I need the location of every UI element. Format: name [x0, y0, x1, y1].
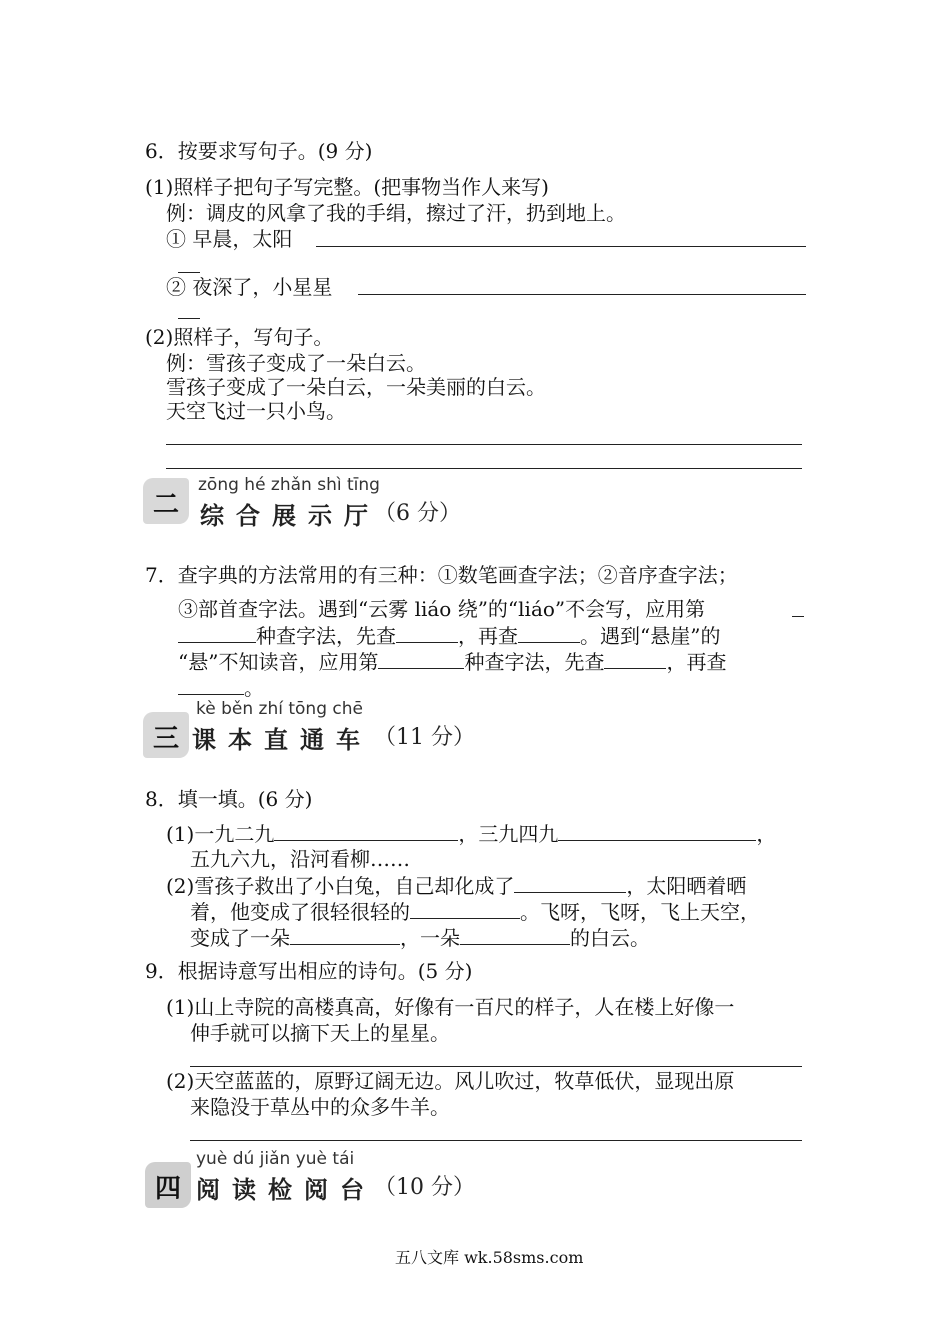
- section2-pinyin: zōng hé zhǎn shì tīng: [198, 475, 380, 495]
- q6-part1-heading: (1)照样子把句子写完整。(把事物当作人来写): [145, 175, 549, 199]
- q7-line4: “悬”不知读音，应用第 种查字法，先查 ，再查: [178, 650, 727, 674]
- q8-line2: 五九六九，沿河看柳……: [190, 847, 410, 871]
- section4-number: 四: [154, 1174, 181, 1204]
- answer-blank-q7-4[interactable]: [378, 648, 464, 669]
- q6-item1: ① 早晨，太阳: [166, 227, 293, 251]
- answer-line-q6-2-tail[interactable]: [178, 318, 200, 319]
- section2-number-badge: [143, 478, 189, 524]
- section3-score: （11 分）: [374, 725, 475, 750]
- answer-blank-q8-4[interactable]: [410, 898, 520, 919]
- answer-line-q6-2[interactable]: [358, 294, 806, 295]
- section3-number: 三: [152, 724, 179, 754]
- section3-number-badge: [143, 712, 189, 758]
- answer-blank-q7-1[interactable]: [178, 622, 256, 643]
- footer-watermark: 五八文库 wk.58sms.com: [395, 1248, 584, 1267]
- answer-line-q6-1[interactable]: [316, 246, 806, 247]
- q7-line1: 7．查字典的方法常用的有三种：①数笔画查字法；②音序查字法；: [145, 563, 738, 587]
- q7-line5: 。: [178, 674, 264, 701]
- q6-part2-example2: 雪孩子变成了一朵白云，一朵美丽的白云。: [166, 375, 546, 399]
- q8-title: 8．填一填。(6 分): [145, 787, 313, 811]
- q7-line3: 种查字法，先查 ，再查 。遇到“悬崖”的: [178, 622, 720, 649]
- answer-blank-q7-2[interactable]: [396, 622, 458, 643]
- q9-title: 9．根据诗意写出相应的诗句。(5 分): [145, 959, 473, 983]
- q6-part2-prompt: 天空飞过一只小鸟。: [166, 399, 346, 423]
- q8-line1: (1)一九二九 ，三九四九 ，: [166, 822, 777, 846]
- section2-score: （6 分）: [374, 501, 461, 526]
- answer-blank-q7-6[interactable]: [178, 674, 244, 695]
- answer-blank-q8-2[interactable]: [558, 820, 756, 841]
- answer-line-q6-3[interactable]: [166, 444, 802, 445]
- answer-line-q9-2[interactable]: [190, 1140, 802, 1141]
- answer-blank-q8-6[interactable]: [460, 924, 570, 945]
- q9-part2-line2: 来隐没于草丛中的众多牛羊。: [190, 1095, 450, 1119]
- q6-part2-example1: 例：雪孩子变成了一朵白云。: [166, 351, 426, 375]
- q8-line5: 变成了一朵 ，一朵 的白云。: [190, 926, 650, 950]
- answer-blank-q8-1[interactable]: [274, 820, 458, 841]
- q6-title: 6．按要求写句子。(9 分): [145, 139, 373, 163]
- section3-title: 课本直通车: [192, 726, 372, 754]
- answer-line-q6-1-tail[interactable]: [178, 272, 200, 273]
- section4-score: （10 分）: [374, 1175, 475, 1200]
- answer-blank-q8-5[interactable]: [290, 924, 400, 945]
- answer-blank-q7-3[interactable]: [518, 622, 580, 643]
- section2-number: 二: [152, 490, 179, 520]
- section4-title: 阅读检阅台: [196, 1176, 376, 1204]
- answer-blank-q8-3[interactable]: [514, 872, 626, 893]
- section2-title: 综合展示厅: [200, 502, 380, 530]
- answer-line-q7-1-start[interactable]: [792, 616, 804, 617]
- q7-line2: ③部首查字法。遇到“云雾 liáo 绕”的“liáo”不会写，应用第: [178, 597, 706, 621]
- q9-part1-line2: 伸手就可以摘下天上的星星。: [190, 1021, 450, 1045]
- section4-number-badge: [145, 1162, 191, 1208]
- answer-line-q9-1[interactable]: [190, 1066, 802, 1067]
- q8-line3: (2)雪孩子救出了小白兔，自己却化成了 ，太阳晒着晒: [166, 874, 747, 898]
- answer-line-q6-4[interactable]: [166, 468, 802, 469]
- section4-pinyin: yuè dú jiǎn yuè tái: [196, 1149, 355, 1169]
- q6-item2: ② 夜深了，小星星: [166, 275, 333, 299]
- answer-blank-q7-5[interactable]: [604, 648, 666, 669]
- q9-part2-line1: (2)天空蓝蓝的，原野辽阔无边。风儿吹过，牧草低伏，显现出原: [166, 1069, 735, 1093]
- q6-part1-example: 例：调皮的风拿了我的手绢，擦过了汗，扔到地上。: [166, 201, 626, 225]
- q6-part2-heading: (2)照样子，写句子。: [145, 325, 334, 349]
- q9-part1-line1: (1)山上寺院的高楼真高，好像有一百尺的样子，人在楼上好像一: [166, 995, 735, 1019]
- q8-line4: 着，他变成了很轻很轻的 。飞呀，飞呀，飞上天空，: [190, 900, 760, 924]
- section3-pinyin: kè běn zhí tōng chē: [196, 699, 363, 719]
